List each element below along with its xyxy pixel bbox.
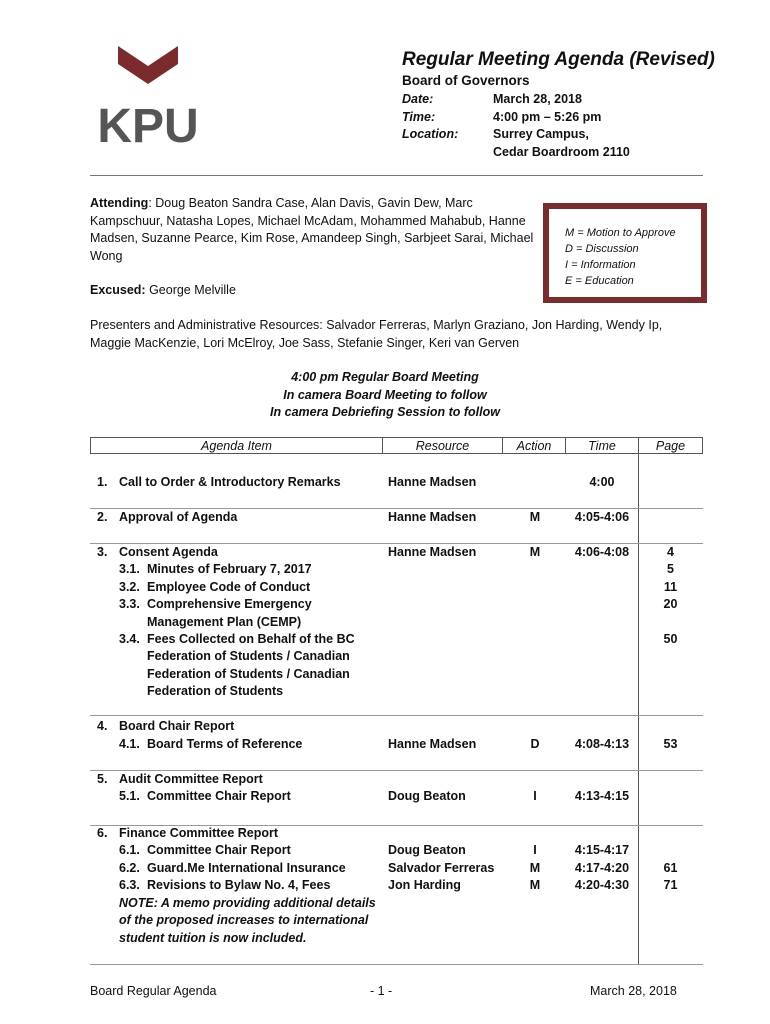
col-header-action: Action <box>502 437 566 454</box>
agenda-item-page: 71 <box>663 878 678 892</box>
agenda-item-title: Board Chair Report <box>119 719 235 733</box>
attending-line: Wong <box>90 248 123 263</box>
agenda-item-page: 4 <box>667 545 674 559</box>
agenda-item-action: I <box>533 789 537 803</box>
presenters-line: Presenters and Administrative Resources: Salvador Ferreras, Marlyn Graziano, Jon Harding, Wendy Ip, <box>90 318 663 332</box>
agenda-item-page: 53 <box>663 737 678 751</box>
agenda-item-page: 20 <box>663 597 678 611</box>
attending-line: : Doug Beaton Sandra Case, Alan Davis, Gavin Dew, Marc <box>148 196 473 210</box>
excused-label: Excused: <box>90 283 146 297</box>
agenda-item-title: Guard.Me International Insurance <box>147 861 346 875</box>
agenda-item-number: 4.1. <box>119 737 140 751</box>
agenda-item-number: 3.1. <box>119 562 140 576</box>
agenda-item-resource: Doug Beaton <box>388 843 466 857</box>
legend-item: M = Motion to Approve <box>565 227 676 239</box>
agenda-item-time: 4:15-4:17 <box>574 843 630 857</box>
agenda-item-action: M <box>529 861 541 875</box>
agenda-item-title: Audit Committee Report <box>119 772 263 786</box>
location-value-1: Surrey Campus, <box>493 127 589 141</box>
agenda-item-number: 2. <box>97 510 108 524</box>
col-header-page: Page <box>638 437 703 454</box>
page-subtitle: Board of Governors <box>402 73 530 88</box>
agenda-item-number: 6. <box>97 826 108 840</box>
agenda-item-title: Management Plan (CEMP) <box>147 615 302 629</box>
agenda-item-number: 5. <box>97 772 108 786</box>
time-label: Time: <box>402 110 436 124</box>
agenda-item-title: Committee Chair Report <box>147 789 291 803</box>
action-legend <box>543 203 707 303</box>
agenda-item-number: 3. <box>97 545 108 559</box>
agenda-item-action: M <box>529 878 541 892</box>
agenda-item-resource: Hanne Madsen <box>388 545 477 559</box>
agenda-item-number: 6.3. <box>119 878 140 892</box>
agenda-item-resource: Jon Harding <box>388 878 461 892</box>
agenda-item-title: Approval of Agenda <box>119 510 238 524</box>
agenda-item-number: 3.2. <box>119 580 140 594</box>
agenda-table <box>90 437 703 965</box>
session-line: 4:00 pm Regular Board Meeting <box>291 370 479 384</box>
agenda-item-resource: Hanne Madsen <box>388 737 477 751</box>
agenda-item-time: 4:13-4:15 <box>574 789 630 803</box>
attending-line: Madsen, Suzanne Pearce, Kim Rose, Amandeep Singh, Sarbjeet Sarai, Michael <box>90 231 534 245</box>
attending-block <box>90 195 540 265</box>
agenda-item-title: Minutes of February 7, 2017 <box>147 562 312 576</box>
kpu-logo-mark <box>96 46 200 146</box>
agenda-item-time: 4:17-4:20 <box>574 861 630 875</box>
agenda-item-time: 4:00 <box>589 475 615 489</box>
agenda-item-number: 5.1. <box>119 789 140 803</box>
agenda-item-title: Revisions to Bylaw No. 4, Fees <box>147 878 331 892</box>
presenters-line: Maggie MacKenzie, Lori McElroy, Joe Sass, Stefanie Singer, Keri van Gerven <box>90 335 520 350</box>
agenda-item-time: 4:06-4:08 <box>574 545 630 559</box>
time-value: 4:00 pm – 5:26 pm <box>493 110 602 124</box>
excused-value: George Melville <box>145 283 236 297</box>
legend-item: I = Information <box>565 259 636 271</box>
date-value: March 28, 2018 <box>493 92 582 106</box>
agenda-item-resource: Hanne Madsen <box>388 475 477 489</box>
legend-item: E = Education <box>565 275 634 287</box>
footer-left: Board Regular Agenda <box>90 984 217 998</box>
footer-date: March 28, 2018 <box>590 984 677 998</box>
agenda-item-title: Federation of Students / Canadian <box>147 667 350 681</box>
session-line: In camera Debriefing Session to follow <box>270 405 500 419</box>
agenda-item-title: Finance Committee Report <box>119 826 279 840</box>
col-header-agenda-item: Agenda Item <box>90 437 383 454</box>
kpu-logo <box>96 46 200 146</box>
col-header-resource: Resource <box>382 437 503 454</box>
agenda-item-title: Fees Collected on Behalf of the BC <box>147 632 355 646</box>
agenda-item-number: 3.3. <box>119 597 140 611</box>
presenters-block <box>90 317 662 352</box>
attending-line: Kampschuur, Natasha Lopes, Michael McAdam, Mohammed Mahabub, Hanne <box>90 213 526 228</box>
page-title: Regular Meeting Agenda (Revised) <box>402 49 715 70</box>
agenda-item-page: 5 <box>667 562 674 576</box>
agenda-item-page: 11 <box>663 580 678 594</box>
col-header-time: Time <box>565 437 639 454</box>
attending-label: Attending <box>90 196 149 210</box>
footer-page-number: - 1 - <box>370 984 393 998</box>
agenda-item-number: 1. <box>97 475 108 489</box>
header-divider <box>90 175 703 176</box>
agenda-item-action: D <box>530 737 540 751</box>
session-line: In camera Board Meeting to follow <box>283 387 487 402</box>
agenda-item-time: 4:05-4:06 <box>574 510 630 524</box>
location-value-2: Cedar Boardroom 2110 <box>493 145 630 159</box>
agenda-item-number: 6.1. <box>119 843 140 857</box>
agenda-item-action: M <box>529 510 541 524</box>
agenda-item-number: 3.4. <box>119 632 140 646</box>
agenda-item-title: Employee Code of Conduct <box>147 580 311 594</box>
date-label: Date: <box>402 92 434 106</box>
agenda-item-title: Consent Agenda <box>119 545 218 559</box>
location-label: Location: <box>402 127 459 141</box>
kpu-logo-text: KPU <box>97 100 199 146</box>
agenda-item-resource: Doug Beaton <box>388 789 466 803</box>
agenda-item-title: Federation of Students / Canadian <box>147 649 350 663</box>
note-line: of the proposed increases to international <box>119 913 369 927</box>
session-block <box>90 369 680 422</box>
legend-item: D = Discussion <box>565 243 639 255</box>
agenda-item-title: Board Terms of Reference <box>147 737 303 751</box>
row-divider <box>90 964 703 965</box>
note-line: student tuition is now included. <box>119 931 307 945</box>
agenda-item-title: Call to Order & Introductory Remarks <box>119 475 341 489</box>
agenda-item-time: 4:20-4:30 <box>574 878 630 892</box>
agenda-item-time: 4:08-4:13 <box>574 737 630 751</box>
agenda-item-resource: Hanne Madsen <box>388 510 477 524</box>
agenda-item-page: 61 <box>663 861 678 875</box>
agenda-item-title: Federation of Students <box>147 684 284 698</box>
row-divider <box>90 715 703 716</box>
agenda-item-page: 50 <box>663 632 678 646</box>
agenda-item-number: 4. <box>97 719 108 733</box>
agenda-item-resource: Salvador Ferreras <box>388 861 495 875</box>
note-line: NOTE: A memo providing additional details <box>119 896 376 910</box>
excused-line <box>90 282 236 300</box>
agenda-item-title: Committee Chair Report <box>147 843 291 857</box>
agenda-item-number: 6.2. <box>119 861 140 875</box>
agenda-item-action: M <box>529 545 541 559</box>
agenda-item-title: Comprehensive Emergency <box>147 597 312 611</box>
agenda-item-action: I <box>533 843 537 857</box>
